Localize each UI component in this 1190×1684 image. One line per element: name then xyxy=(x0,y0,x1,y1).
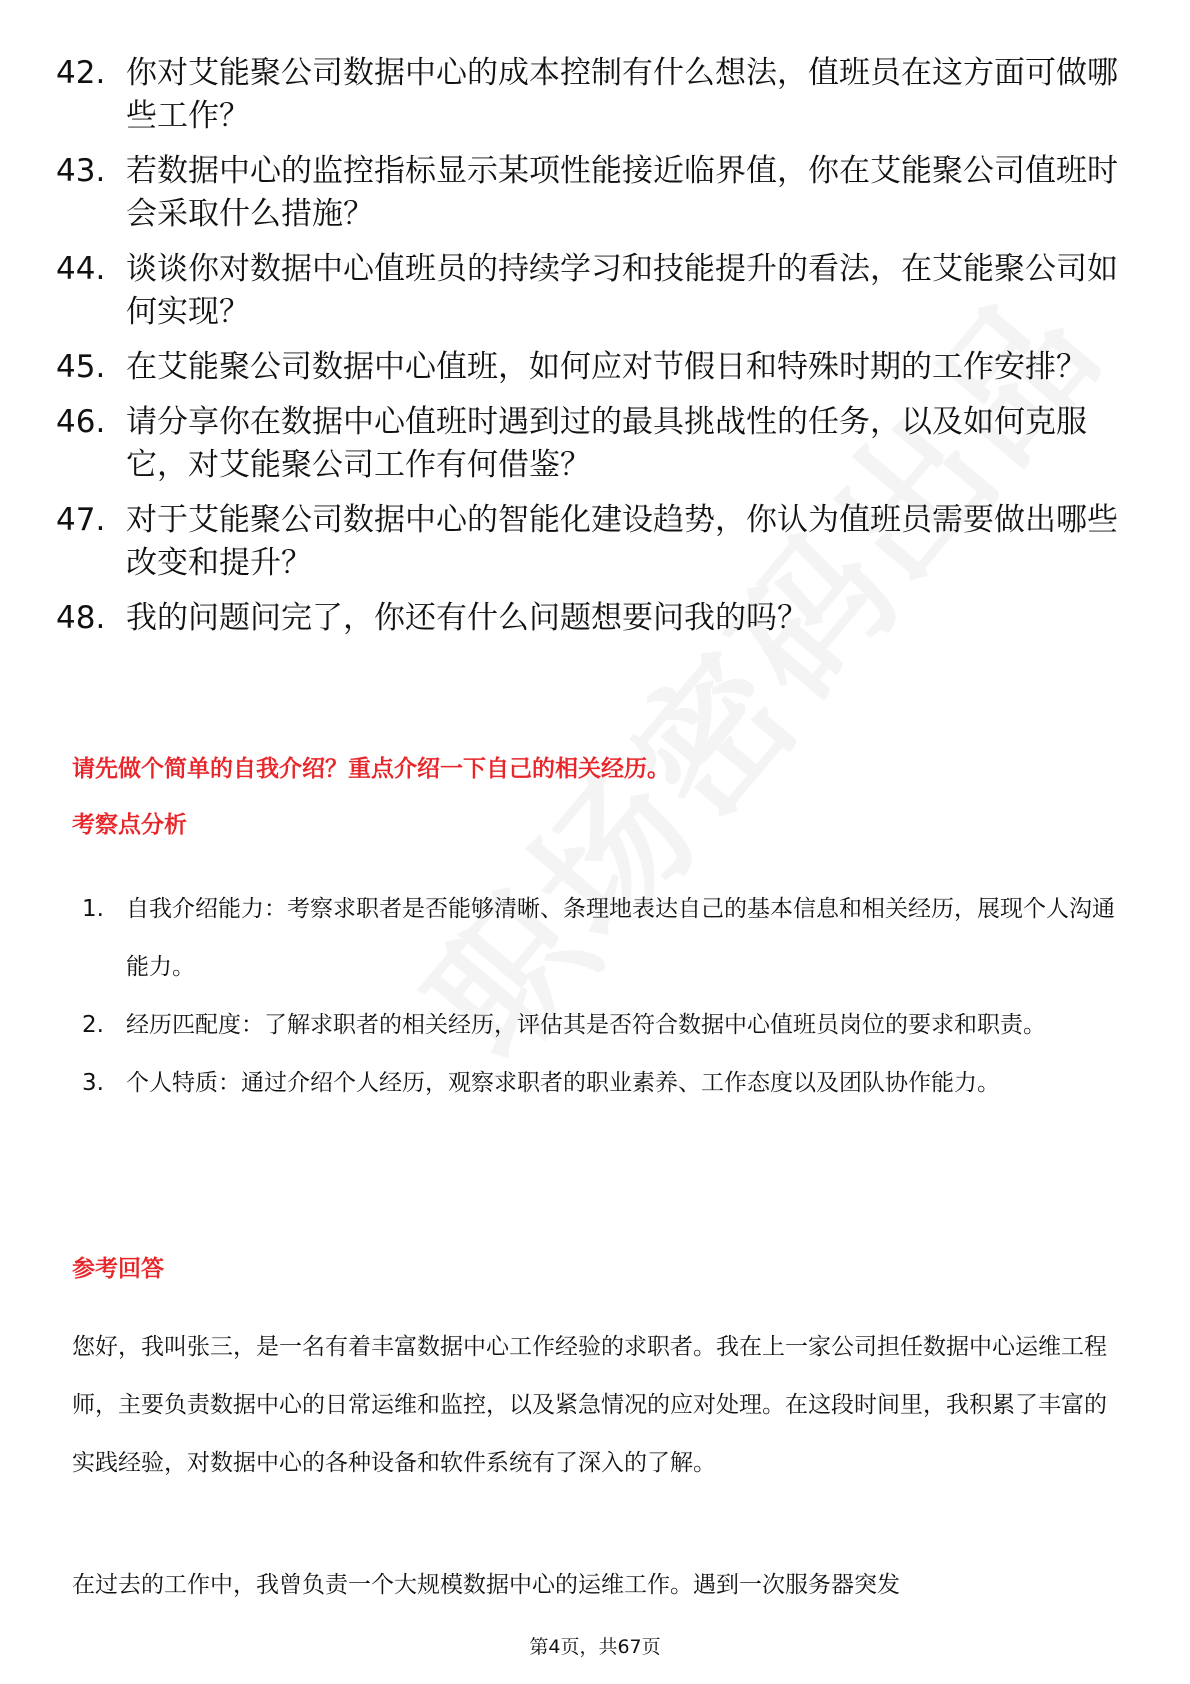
analysis-item xyxy=(82,996,1122,1054)
question-item xyxy=(56,150,1126,236)
question-number: 42. xyxy=(56,55,106,91)
analysis-text: 经历匹配度：了解求职者的相关经历，评估其是否符合数据中心值班员岗位的要求和职责。 xyxy=(126,1012,1046,1038)
question-text: 对于艾能聚公司数据中心的智能化建设趋势，你认为值班员需要做出哪些改变和提升？ xyxy=(126,502,1118,581)
question-number: 46. xyxy=(56,404,106,440)
answer-heading: 参考回答 xyxy=(72,1256,164,1282)
analysis-text: 个人特质：通过介绍个人经历，观察求职者的职业素养、工作态度以及团队协作能力。 xyxy=(126,1070,1000,1096)
question-item xyxy=(56,499,1126,585)
question-number: 48. xyxy=(56,600,106,636)
analysis-number: 2. xyxy=(82,1012,104,1038)
analysis-text: 自我介绍能力：考察求职者是否能够清晰、条理地表达自己的基本信息和相关经历，展现个人沟通能力。 xyxy=(126,896,1115,980)
analysis-number: 1. xyxy=(82,896,104,922)
question-item xyxy=(56,597,1126,640)
analysis-number: 3. xyxy=(82,1070,104,1096)
question-number: 45. xyxy=(56,349,106,385)
question-text: 你对艾能聚公司数据中心的成本控制有什么想法，值班员在这方面可做哪些工作？ xyxy=(126,55,1118,134)
question-item xyxy=(56,346,1126,389)
analysis-item xyxy=(82,1054,1122,1112)
question-text: 若数据中心的监控指标显示某项性能接近临界值，你在艾能聚公司值班时会采取什么措施？ xyxy=(126,153,1118,232)
analysis-list xyxy=(82,880,1122,1112)
analysis-heading: 考察点分析 xyxy=(72,812,187,838)
answer-paragraph: 在过去的工作中，我曾负责一个大规模数据中心的运维工作。遇到一次服务器突发 xyxy=(72,1572,900,1598)
question-number: 43. xyxy=(56,153,106,189)
question-text: 在艾能聚公司数据中心值班，如何应对节假日和特殊时期的工作安排？ xyxy=(126,349,1087,385)
question-item xyxy=(56,248,1126,334)
question-number: 47. xyxy=(56,502,106,538)
question-number: 44. xyxy=(56,251,106,287)
analysis-item xyxy=(82,880,1122,996)
question-text: 谈谈你对数据中心值班员的持续学习和技能提升的看法，在艾能聚公司如何实现？ xyxy=(126,251,1118,330)
interview-question-title: 请先做个简单的自我介绍？重点介绍一下自己的相关经历。 xyxy=(72,756,670,782)
answer-paragraph: 您好，我叫张三，是一名有着丰富数据中心工作经验的求职者。我在上一家公司担任数据中心运维工程师，主要负责数据中心的日常运维和监控，以及紧急情况的应对处理。在这段时间里，我积累了丰富的实践经验，对数据中心的各种设备和软件系统有了深入的了解。 xyxy=(72,1334,1107,1476)
question-text: 我的问题问完了，你还有什么问题想要问我的吗？ xyxy=(126,600,808,636)
question-list xyxy=(56,52,1126,652)
question-item xyxy=(56,52,1126,138)
page-footer: 第4页，共67页 xyxy=(529,1636,661,1658)
question-item xyxy=(56,401,1126,487)
question-text: 请分享你在数据中心值班时遇到过的最具挑战性的任务，以及如何克服它，对艾能聚公司工作有何借鉴？ xyxy=(126,404,1087,483)
